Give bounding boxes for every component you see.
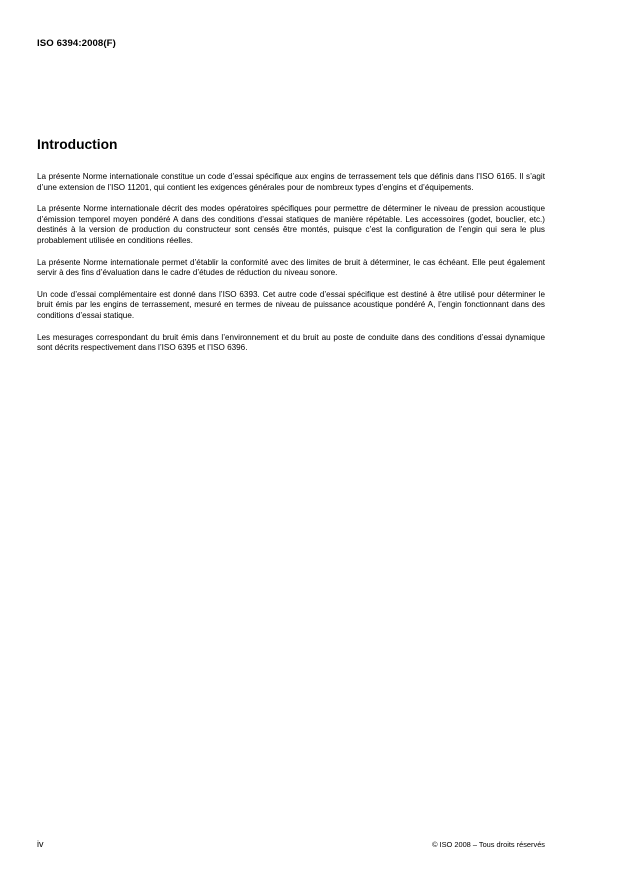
document-header: ISO 6394:2008(F) <box>37 38 116 49</box>
paragraph-4: Un code d’essai complémentaire est donné dans l’ISO 6393. Cet autre code d’essai spécifique est destiné à être utilisé pour déterminer le bruit émis par les engins de terrassement, mesuré en termes de niveau de puissance acoustique pondéré A, l’engin fonctionnant dans des conditions d’essai statique. <box>37 289 545 320</box>
paragraph-5: Les mesurages correspondant du bruit émis dans l’environnement et du bruit au poste de conduite dans des conditions d’essai dynamique sont décrits respectivement dans l’ISO 6395 et l’ISO 6396. <box>37 332 545 353</box>
paragraph-2: La présente Norme internationale décrit des modes opératoires spécifiques pour permettre de déterminer le niveau de pression acoustique d’émission temporel moyen pondéré A dans des conditions d’essai statiques de manière répétable. Les accessoires (godet, bouclier, etc.) destinés à la version de production du constructeur sont censés être montés, puisque c’est la configuration de l’engin qui sera le plus probablement utilisée en conditions réelles. <box>37 204 545 245</box>
introduction-body <box>37 172 545 365</box>
paragraph-1: La présente Norme internationale constitue un code d’essai spécifique aux engins de terrassement tels que définis dans l’ISO 6165. Il s’agit d’une extension de l’ISO 11201, qui contient les exigences générales pour de nombreux types d’engins et d’équipements. <box>37 172 545 192</box>
copyright-notice: © ISO 2008 – Tous droits réservés <box>432 840 545 849</box>
paragraph-3: La présente Norme internationale permet d’établir la conformité avec des limites de bruit à déterminer, le cas échéant. Elle peut également servir à des fins d’évaluation dans le cadre d’études de réduction du niveau sonore. <box>37 257 545 278</box>
page-number: iv <box>37 839 44 849</box>
section-title: Introduction <box>37 137 118 152</box>
